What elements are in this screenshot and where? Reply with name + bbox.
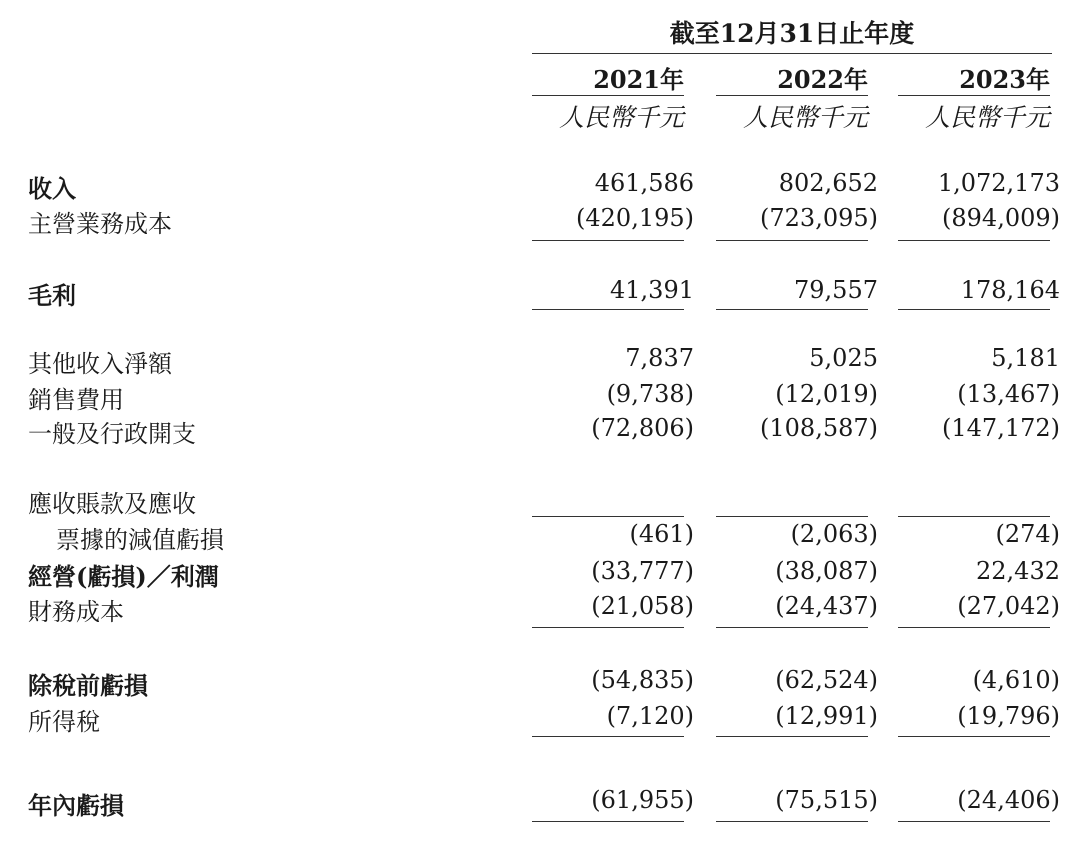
subtotal-rule	[532, 309, 684, 310]
row-label: 一般及行政開支	[28, 420, 196, 448]
row-value: 5,025	[809, 344, 878, 372]
column-unit-2022: 人民幣千元	[742, 103, 868, 132]
row-value: 79,557	[794, 276, 878, 304]
subtotal-rule	[898, 736, 1050, 737]
subtotal-rule	[898, 627, 1050, 628]
row-value: (21,058)	[591, 592, 694, 620]
subtotal-rule	[532, 240, 684, 241]
row-value: (2,063)	[790, 520, 878, 548]
row-label: 除稅前虧損	[28, 671, 148, 700]
subtotal-rule	[716, 736, 868, 737]
column-unit-2021: 人民幣千元	[558, 103, 684, 132]
row-value: (894,009)	[942, 204, 1060, 232]
period-header-rule	[532, 53, 1052, 54]
row-value: (7,120)	[606, 702, 694, 730]
row-value: (9,738)	[606, 380, 694, 408]
row-value: (12,019)	[775, 380, 878, 408]
subtotal-rule	[898, 309, 1050, 310]
row-label-continued: 票據的減值虧損	[56, 526, 224, 554]
row-value: (61,955)	[591, 786, 694, 814]
subtotal-rule	[898, 516, 1050, 517]
row-label: 毛利	[28, 281, 76, 310]
row-value: (24,437)	[775, 592, 878, 620]
row-value: (72,806)	[591, 414, 694, 442]
subtotal-rule	[716, 516, 868, 517]
row-value: 802,652	[778, 169, 878, 197]
row-value: 7,837	[625, 344, 694, 372]
row-label: 銷售費用	[28, 386, 124, 414]
column-year-2023: 2023年	[959, 65, 1050, 94]
row-value: (12,991)	[775, 702, 878, 730]
row-label: 主營業務成本	[28, 210, 172, 238]
row-value: (13,467)	[957, 380, 1060, 408]
period-header: 截至12月31日止年度	[669, 19, 915, 48]
subtotal-rule	[898, 240, 1050, 241]
column-unit-2023: 人民幣千元	[924, 103, 1050, 132]
subtotal-rule	[532, 627, 684, 628]
row-label: 經營(虧損)／利潤	[28, 562, 219, 591]
subtotal-rule	[532, 516, 684, 517]
subtotal-rule	[716, 627, 868, 628]
row-label: 所得稅	[28, 708, 100, 736]
row-value: (54,835)	[591, 666, 694, 694]
row-value: (108,587)	[760, 414, 878, 442]
row-label: 年內虧損	[28, 791, 124, 820]
subtotal-rule	[716, 309, 868, 310]
column-rule-2023	[898, 95, 1050, 96]
row-value: (147,172)	[942, 414, 1060, 442]
column-rule-2021	[532, 95, 684, 96]
subtotal-rule	[532, 821, 684, 822]
row-label: 收入	[28, 174, 76, 203]
row-value: (420,195)	[576, 204, 694, 232]
row-value: (62,524)	[775, 666, 878, 694]
row-label: 應收賬款及應收	[28, 490, 196, 518]
column-year-2022: 2022年	[777, 65, 868, 94]
subtotal-rule	[898, 821, 1050, 822]
subtotal-rule	[716, 821, 868, 822]
row-value: 22,432	[976, 557, 1060, 585]
row-value: (723,095)	[760, 204, 878, 232]
row-value: (24,406)	[957, 786, 1060, 814]
row-value: 41,391	[610, 276, 694, 304]
column-year-2021: 2021年	[593, 65, 684, 94]
row-label: 財務成本	[28, 598, 124, 626]
row-value: (461)	[629, 520, 694, 548]
row-value: 461,586	[594, 169, 694, 197]
row-value: (75,515)	[775, 786, 878, 814]
subtotal-rule	[532, 736, 684, 737]
row-value: 1,072,173	[937, 169, 1060, 197]
row-value: (33,777)	[591, 557, 694, 585]
row-value: (19,796)	[957, 702, 1060, 730]
row-value: (274)	[995, 520, 1060, 548]
row-label: 其他收入淨額	[28, 350, 172, 378]
row-value: (27,042)	[957, 592, 1060, 620]
row-value: 178,164	[960, 276, 1060, 304]
row-value: (38,087)	[775, 557, 878, 585]
column-rule-2022	[716, 95, 868, 96]
subtotal-rule	[716, 240, 868, 241]
row-value: 5,181	[991, 344, 1060, 372]
row-value: (4,610)	[972, 666, 1060, 694]
